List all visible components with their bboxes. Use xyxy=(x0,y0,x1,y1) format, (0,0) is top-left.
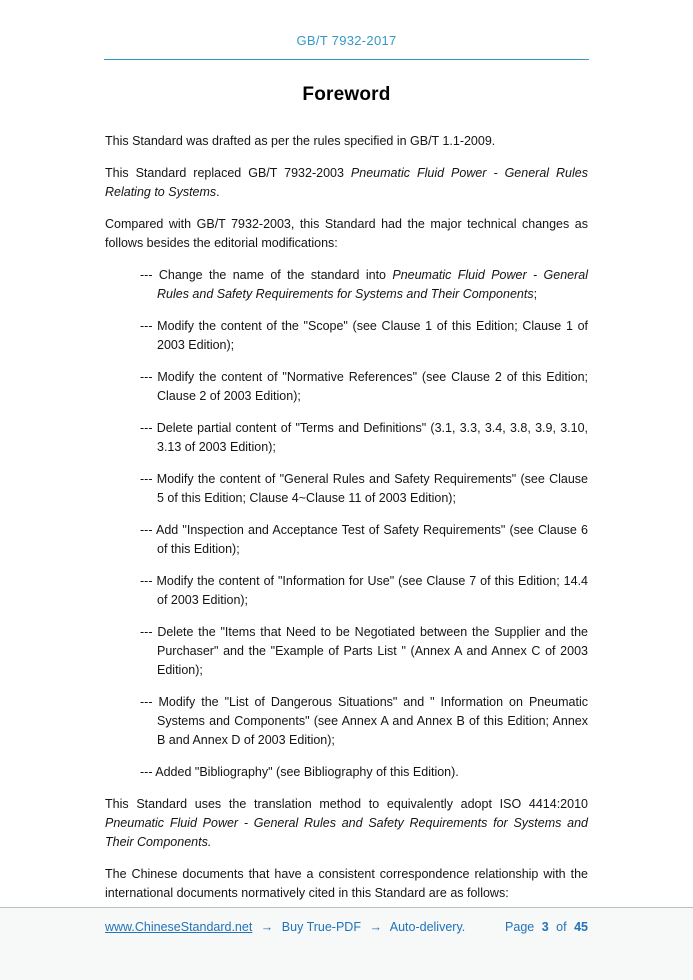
page-title: Foreword xyxy=(302,84,391,105)
page-total: 45 xyxy=(574,920,588,934)
paragraph: This Standard uses the translation method to equivalently adopt ISO 4414:2010 Pneumatic Fluid Power - General Rules and Safety Requirements for Systems and Their Components. xyxy=(105,797,588,849)
auto-delivery-label: Auto-delivery. xyxy=(389,920,466,934)
document-body xyxy=(105,132,588,903)
list-item: --- Delete the "Items that Need to be Negotiated between the Supplier and the Purchaser" and the "Example of Parts List " (Annex A and Annex C of 2003 Edition); xyxy=(140,625,588,677)
paragraph: The Chinese documents that have a consistent correspondence relationship with the international documents normatively cited in this Standard are as follows: xyxy=(105,867,588,900)
arrow-icon: → xyxy=(260,920,274,934)
page-number xyxy=(501,920,588,934)
list-item: --- Added "Bibliography" (see Bibliography of this Edition). xyxy=(140,765,459,779)
footer-links xyxy=(105,920,465,934)
of-label: of xyxy=(556,920,567,934)
list-item: --- Modify the content of "Normative References" (see Clause 2 of this Edition; Clause 2 of 2003 Edition); xyxy=(140,370,588,403)
list-item: --- Modify the content of "General Rules and Safety Requirements" (see Clause 5 of this Edition; Clause 4~Clause 11 of 2003 Edition); xyxy=(140,472,588,505)
paragraph: Compared with GB/T 7932-2003, this Standard had the major technical changes as follows besides the editorial modifications: xyxy=(105,217,588,250)
paragraph: This Standard was drafted as per the rules specified in GB/T 1.1-2009. xyxy=(105,134,496,148)
page-header xyxy=(0,0,693,60)
page-current: 3 xyxy=(541,920,549,934)
page-footer xyxy=(0,907,693,980)
page-label: Page xyxy=(505,920,535,934)
list-item: --- Modify the content of "Information for Use" (see Clause 7 of this Edition; 14.4 of 2003 Edition); xyxy=(140,574,588,607)
doc-number: GB/T 7932-2017 xyxy=(296,33,397,48)
list-item: --- Modify the "List of Dangerous Situations" and " Information on Pneumatic Systems and Components" (see Annex A and Annex B of this Edition; Annex B and Annex D of 2003 Edition); xyxy=(140,695,588,747)
buy-pdf-label: Buy True-PDF xyxy=(281,920,361,934)
list-item: --- Delete partial content of "Terms and Definitions" (3.1, 3.3, 3.4, 3.8, 3.9, 3.10, 3.13 of 2003 Edition); xyxy=(140,421,588,454)
list-item: --- Change the name of the standard into Pneumatic Fluid Power - General Rules and Safety Requirements for Systems and Their Components; xyxy=(140,268,588,301)
footer-row xyxy=(105,920,588,934)
list-item: --- Modify the content of the "Scope" (see Clause 1 of this Edition; Clause 1 of 2003 Edition); xyxy=(140,319,588,352)
header-divider xyxy=(104,59,589,60)
arrow-icon: → xyxy=(369,920,382,934)
list-item: --- Add "Inspection and Acceptance Test of Safety Requirements" (see Clause 6 of this Edition); xyxy=(140,523,588,556)
website-link[interactable]: www.ChineseStandard.net xyxy=(105,920,253,934)
paragraph: This Standard replaced GB/T 7932-2003 Pneumatic Fluid Power - General Rules Relating to Systems. xyxy=(105,166,588,199)
